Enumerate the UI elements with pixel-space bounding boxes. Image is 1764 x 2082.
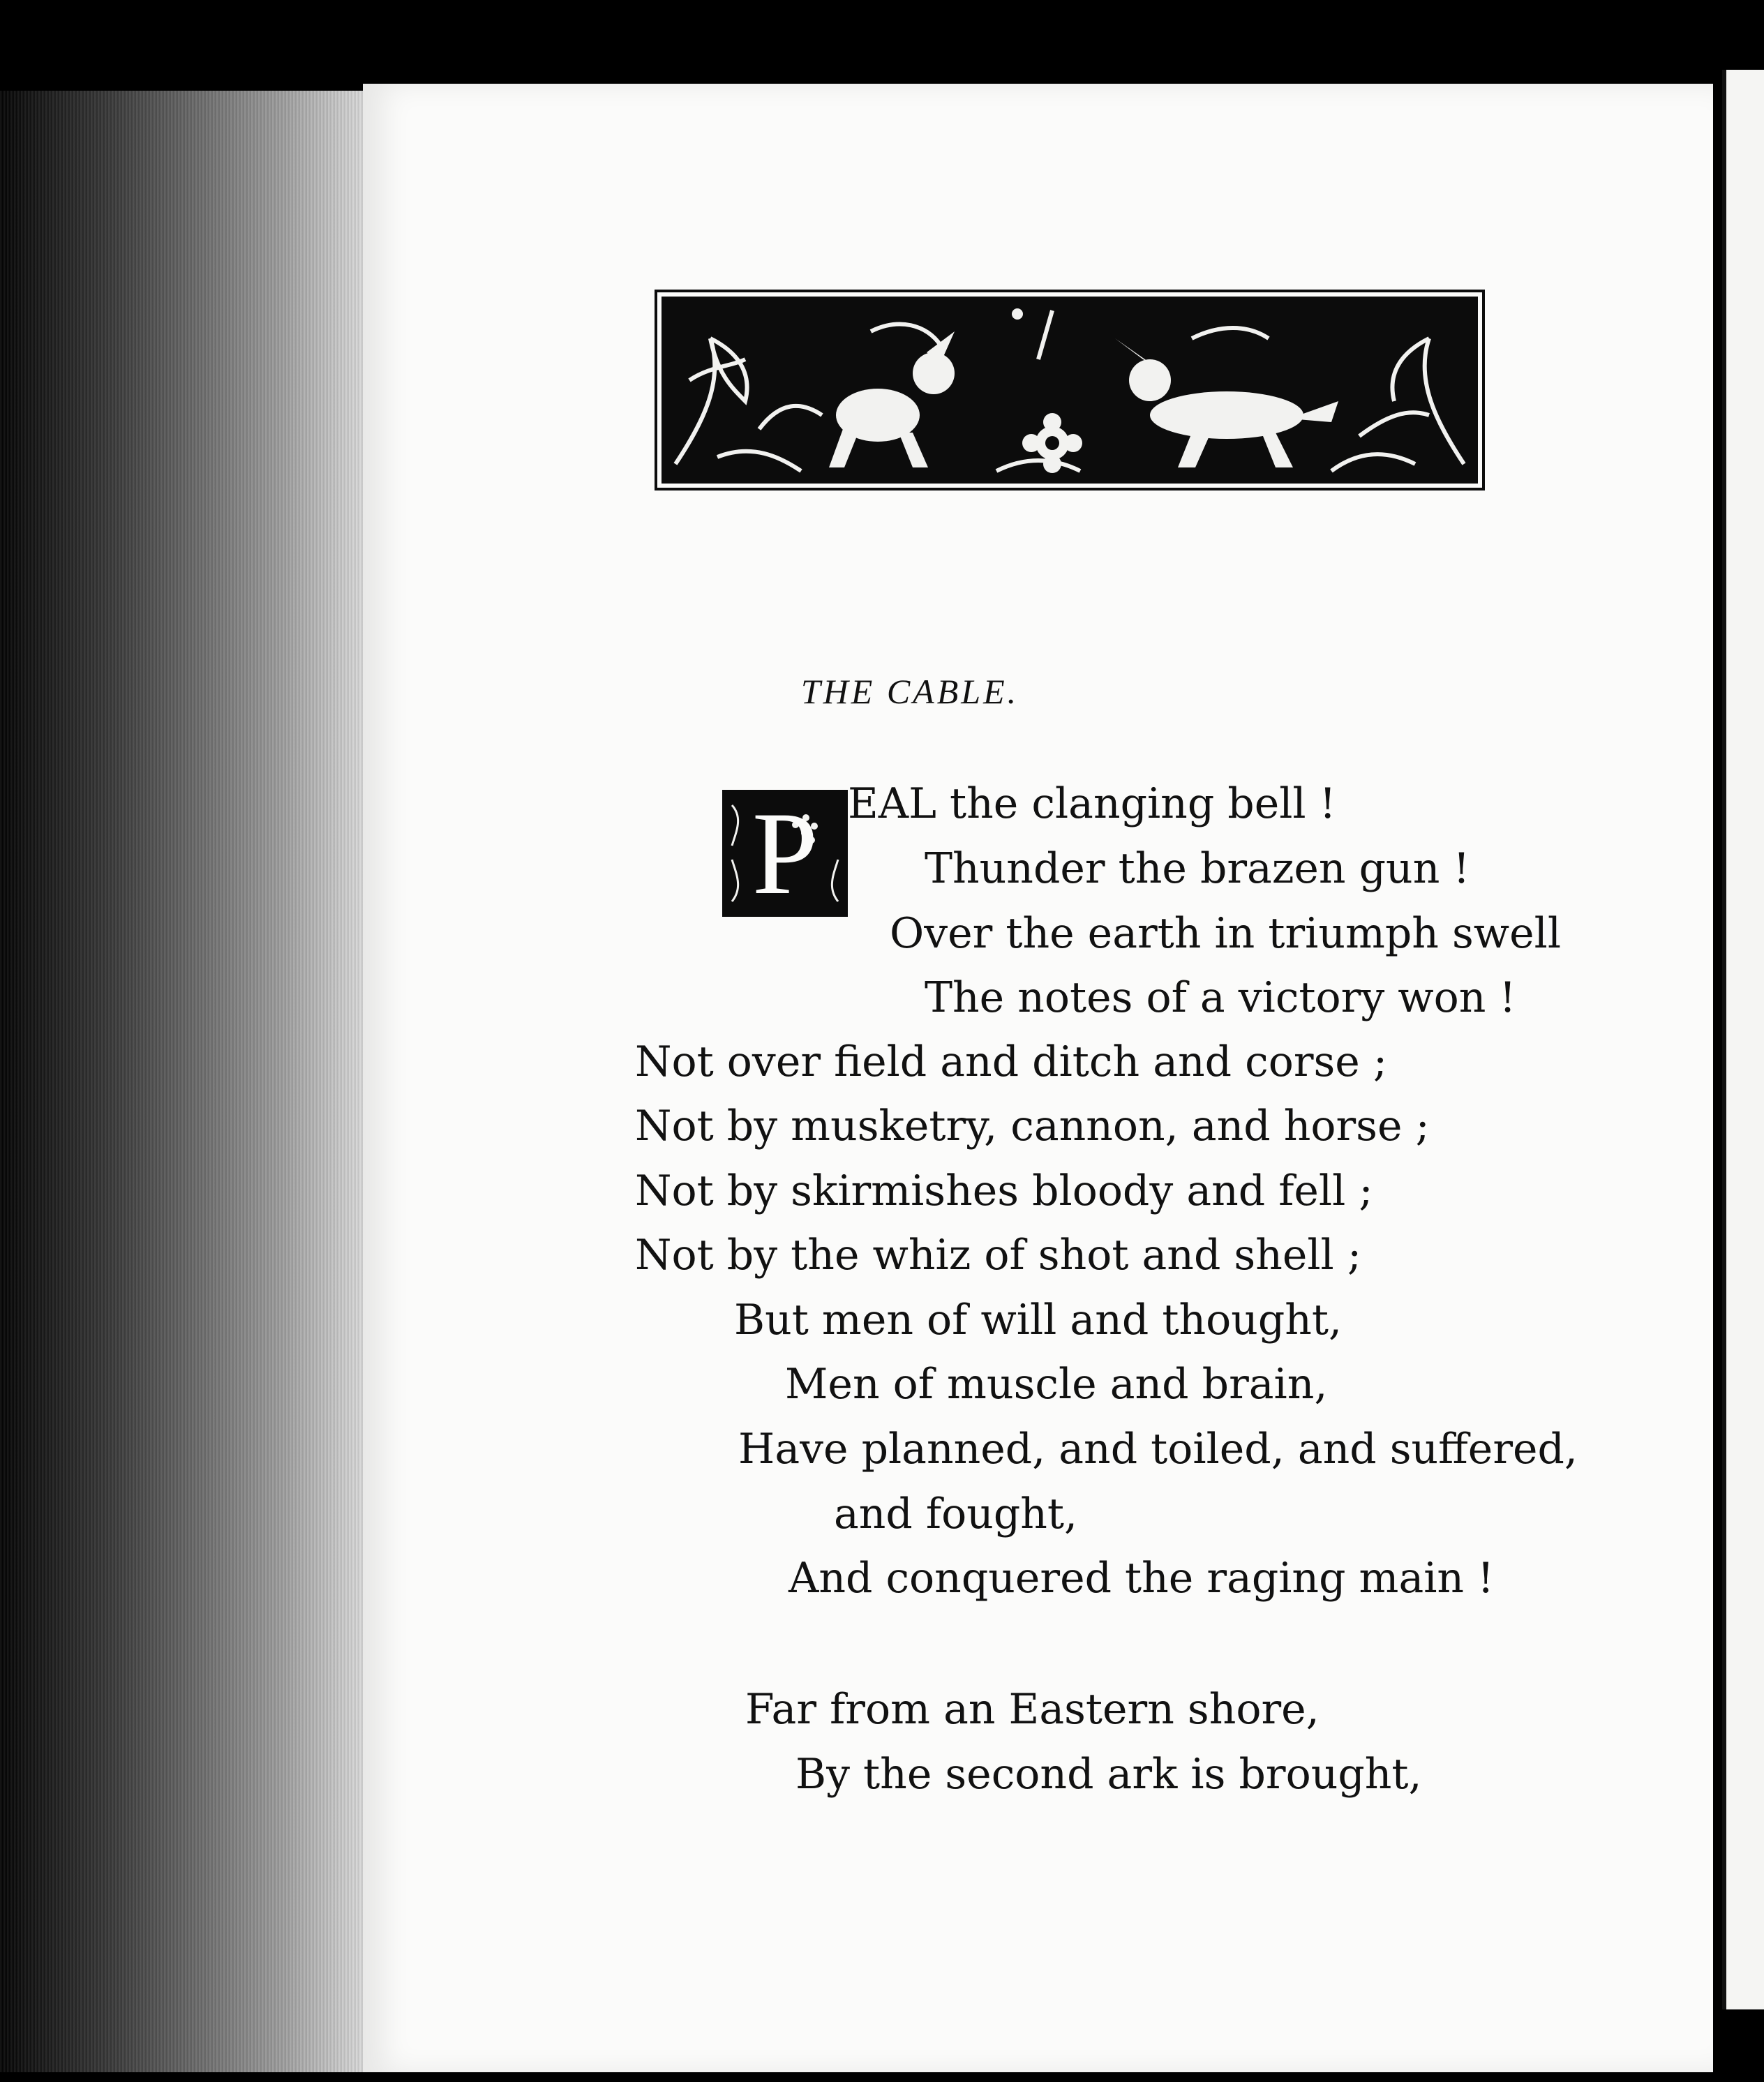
headpiece-engraving xyxy=(662,297,1478,484)
poem-title: THE CABLE. xyxy=(800,672,1019,711)
poem-line: Thunder the brazen gun ! xyxy=(925,844,1470,893)
poem-line: Not by the whiz of shot and shell ; xyxy=(635,1231,1362,1280)
facing-page-edge xyxy=(1722,70,1764,2009)
ornamental-headpiece xyxy=(662,297,1478,484)
poem-line: Not over field and ditch and corse ; xyxy=(635,1038,1388,1086)
poem-line: The notes of a victory won ! xyxy=(925,973,1516,1022)
drop-cap-letter: P xyxy=(752,788,819,919)
poem-line: EAL the clanging bell ! xyxy=(848,779,1336,828)
book-page-edges xyxy=(0,91,391,2072)
drop-cap xyxy=(722,790,848,917)
poem-line: Have planned, and toiled, and suffered, xyxy=(738,1425,1578,1474)
poem-line: Far from an Eastern shore, xyxy=(745,1685,1320,1734)
poem-line: And conquered the raging main ! xyxy=(788,1554,1495,1603)
poem-line: By the second ark is brought, xyxy=(795,1750,1422,1799)
poem-line: Not by skirmishes bloody and fell ; xyxy=(635,1167,1373,1215)
poem-line: and fought, xyxy=(834,1490,1078,1538)
poem-line: But men of will and thought, xyxy=(734,1296,1343,1345)
poem-line: Over the earth in triumph swell xyxy=(890,909,1562,958)
poem-line: Men of muscle and brain, xyxy=(785,1360,1328,1409)
poem-line: Not by musketry, cannon, and horse ; xyxy=(635,1102,1430,1151)
